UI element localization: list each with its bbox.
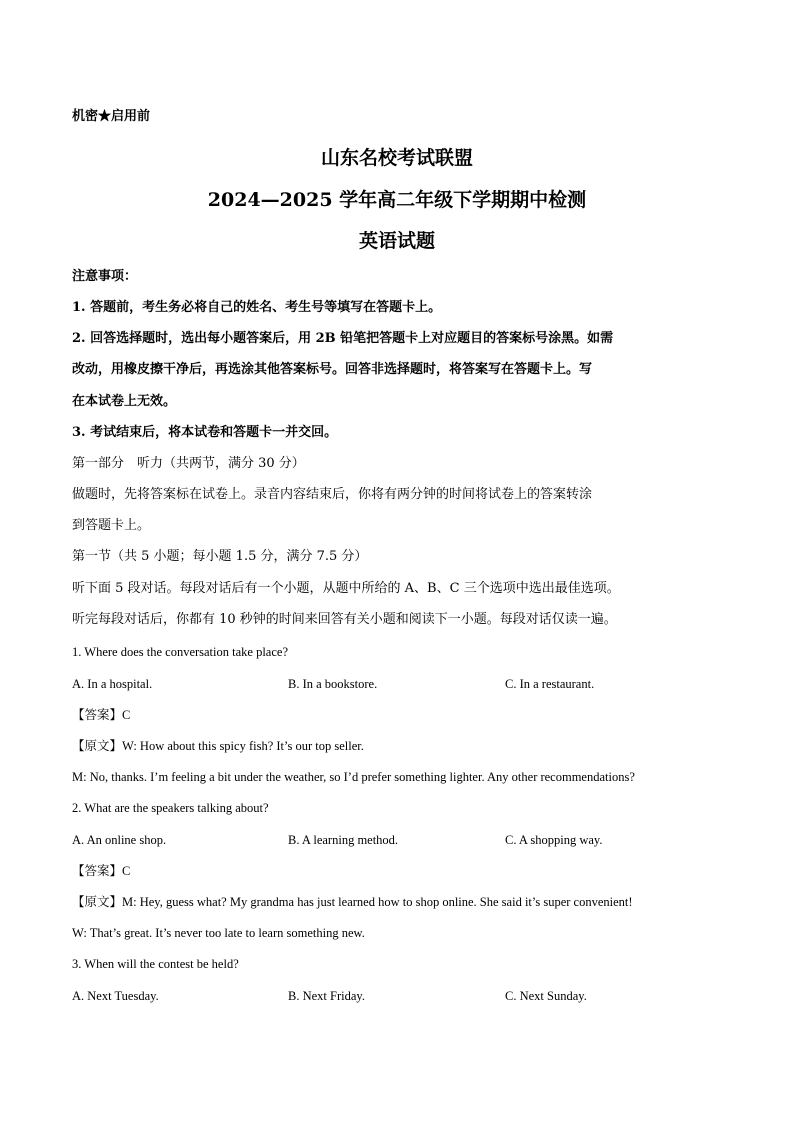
section1-instruction-line-2: 听完每段对话后，你都有 10 秒钟的时间来回答有关小题和阅读下一小题。每段对话仅读一遍。 — [72, 612, 617, 627]
question-1-transcript-line-1: 【原文】W: How about this spicy fish? It’s our top seller. — [72, 739, 364, 753]
note-2-line-1: 2. 回答选择题时，选出每小题答案后，用 2B 铅笔把答题卡上对应题目的答案标号涂黑。如需 — [72, 331, 614, 346]
part1-intro-line-2: 到答题卡上。 — [72, 518, 151, 533]
section1-heading: 第一节（共 5 小题；每小题 1.5 分，满分 7.5 分） — [72, 549, 368, 564]
question-1-option-c: C. In a restaurant. — [505, 677, 595, 691]
question-1-answer: 【答案】C — [72, 708, 131, 722]
question-1-option-b: B. In a bookstore. — [288, 677, 378, 691]
part1-intro-line-1: 做题时，先将答案标在试卷上。录音内容结束后，你将有两分钟的时间将试卷上的答案转涂 — [72, 487, 593, 502]
question-2-option-c: C. A shopping way. — [505, 833, 603, 847]
exam-term-title: 2024—2025 学年高二年级下学期期中检测 — [207, 189, 587, 211]
question-2-transcript-line-1: 【原文】M: Hey, guess what? My grandma has just learned how to shop online. She said it’s super convenient! — [72, 895, 633, 909]
note-3: 3. 考试结束后，将本试卷和答题卡一并交回。 — [72, 425, 338, 440]
note-1: 1. 答题前，考生务必将自己的姓名、考生号等填写在答题卡上。 — [72, 300, 442, 315]
question-1-stem: 1. Where does the conversation take place? — [72, 645, 288, 659]
question-3-option-c: C. Next Sunday. — [505, 989, 587, 1003]
question-3-option-b: B. Next Friday. — [288, 989, 365, 1003]
question-2-answer: 【答案】C — [72, 864, 131, 878]
question-3-option-a: A. Next Tuesday. — [72, 989, 159, 1003]
notes-heading: 注意事项： — [72, 269, 138, 284]
question-2-option-a: A. An online shop. — [72, 833, 167, 847]
exam-organizer-title: 山东名校考试联盟 — [320, 147, 473, 169]
section1-instruction-line-1: 听下面 5 段对话。每段对话后有一个小题，从题中所给的 A、B、C 三个选项中选出最佳选项。 — [72, 581, 620, 596]
question-2-option-b: B. A learning method. — [288, 833, 399, 847]
question-3-stem: 3. When will the contest be held? — [72, 957, 239, 971]
question-2-stem: 2. What are the speakers talking about? — [72, 801, 269, 815]
question-1-option-a: A. In a hospital. — [72, 677, 153, 691]
subject-title: 英语试题 — [358, 230, 435, 252]
question-2-transcript-line-2: W: That’s great. It’s never too late to learn something new. — [72, 926, 365, 940]
note-2-line-2: 改动，用橡皮擦干净后，再选涂其他答案标号。回答非选择题时，将答案写在答题卡上。写 — [72, 362, 593, 377]
note-2-line-3: 在本试卷上无效。 — [72, 394, 177, 409]
confidential-mark: 机密★启用前 — [72, 109, 151, 124]
question-1-transcript-line-2: M: No, thanks. I’m feeling a bit under the weather, so I’d prefer something lighter. Any other recommendations? — [72, 770, 635, 784]
part1-heading: 第一部分 听力（共两节，满分 30 分） — [72, 456, 305, 471]
